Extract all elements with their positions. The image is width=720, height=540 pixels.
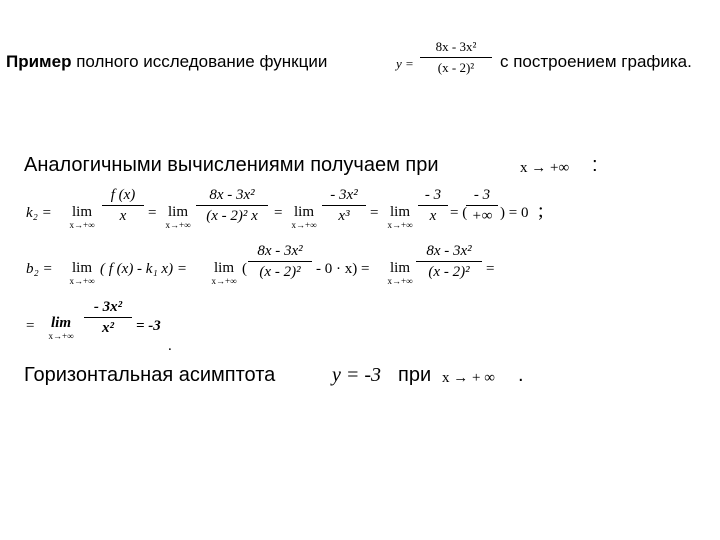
k2-lim-3 [286, 204, 322, 230]
lim-word: lim [389, 260, 410, 276]
b2-lim-2 [206, 260, 242, 286]
k2-lim-1 [64, 204, 100, 230]
title-func-lhs: y = [396, 56, 414, 71]
title-func-fraction [420, 38, 492, 77]
lim-sub: x→+∞ [69, 220, 95, 230]
fraction-bar [84, 317, 132, 318]
conclusion-eq: y = -3 [332, 364, 382, 386]
k2-f2-den: (x - 2)² x [206, 208, 258, 224]
fraction-bar [420, 57, 492, 58]
fraction-bar [416, 261, 482, 262]
lim-word: lim [167, 204, 188, 220]
conclusion-text: Горизонтальная асимптота [24, 364, 276, 386]
lim-sub: x→+∞ [291, 220, 317, 230]
k2-f3-num: - 3x² [330, 187, 358, 203]
final-result: = -3 [136, 318, 161, 334]
intro-text: Аналогичными вычислениями получаем при [24, 154, 439, 176]
lim-sub: x→+∞ [69, 276, 95, 286]
b2-f-num: 8x - 3x² [257, 243, 303, 259]
k2-frac-4 [418, 186, 448, 225]
b2-lhs: b₂ = [26, 261, 53, 277]
final-dot: . [168, 338, 172, 354]
b2-f2-den: (x - 2)² [428, 264, 470, 280]
final-den: x² [102, 320, 114, 336]
k2-lim-2 [160, 204, 196, 230]
b2-frac-1 [248, 242, 312, 281]
k2-f1-num: f (x) [110, 187, 136, 203]
b2-f2-num: 8x - 3x² [426, 243, 472, 259]
b2-paren-open: ( [242, 261, 247, 277]
k2-eq-2: = [274, 205, 283, 221]
k2-f5-den: +∞ [471, 208, 493, 224]
fraction-bar [466, 205, 498, 206]
k2-eq-1: = [148, 205, 157, 221]
k2-frac-5 [466, 186, 498, 225]
final-lim [40, 315, 82, 341]
fraction-bar [196, 205, 268, 206]
lim-sub: x→+∞ [211, 276, 237, 286]
intro-condition: x → +∞ [520, 160, 570, 176]
k2-frac-3 [322, 186, 366, 225]
conclusion-dot: . [518, 364, 524, 386]
k2-frac-1 [102, 186, 144, 225]
k2-paren-open: = ( [450, 205, 468, 221]
k2-result: ) = 0 [500, 205, 529, 221]
fraction-bar [322, 205, 366, 206]
b2-minus-zero: - 0 · x) = [316, 261, 370, 277]
fraction-bar [102, 205, 144, 206]
title-bold: Пример [6, 52, 72, 71]
b2-expr-1: ( f (x) - k₁ x) = [100, 261, 187, 277]
k2-f1-den: x [119, 208, 127, 224]
fraction-bar [418, 205, 448, 206]
title-line [6, 52, 327, 72]
k2-semicolon: ; [538, 200, 544, 222]
lim-word: lim [50, 315, 71, 331]
lim-word: lim [293, 204, 314, 220]
lim-sub: x→+∞ [48, 331, 74, 341]
lim-word: lim [71, 260, 92, 276]
k2-lhs: k₂ = [26, 205, 52, 221]
b2-lim-3 [382, 260, 418, 286]
title-func-num: 8x - 3x² [435, 39, 477, 54]
final-frac [84, 298, 132, 337]
b2-f-den: (x - 2)² [259, 264, 301, 280]
lim-sub: x→+∞ [165, 220, 191, 230]
lim-word: lim [389, 204, 410, 220]
title-suffix: с построением графика. [500, 52, 692, 71]
conclusion-pri: при [398, 364, 432, 386]
lim-sub: x→+∞ [387, 220, 413, 230]
fraction-bar [248, 261, 312, 262]
k2-f5-num: - 3 [473, 187, 491, 203]
k2-eq-3: = [370, 205, 379, 221]
intro-colon: : [592, 154, 598, 176]
k2-f4-den: x [429, 208, 437, 224]
lim-sub: x→+∞ [387, 276, 413, 286]
final-num: - 3x² [93, 299, 123, 315]
b2-eq-end: = [486, 261, 495, 277]
lim-word: lim [213, 260, 234, 276]
final-eq: = [26, 318, 35, 334]
k2-f3-den: x³ [338, 208, 350, 224]
title-func-den: (x - 2)² [437, 60, 475, 75]
title-text: полного исследование функции [76, 52, 328, 71]
lim-word: lim [71, 204, 92, 220]
b2-lim-1 [64, 260, 100, 286]
b2-frac-2 [416, 242, 482, 281]
k2-f4-num: - 3 [424, 187, 442, 203]
conclusion-cond: x → + ∞ [442, 370, 495, 386]
k2-frac-2 [196, 186, 268, 225]
k2-lim-4 [382, 204, 418, 230]
k2-f2-num: 8x - 3x² [209, 187, 255, 203]
